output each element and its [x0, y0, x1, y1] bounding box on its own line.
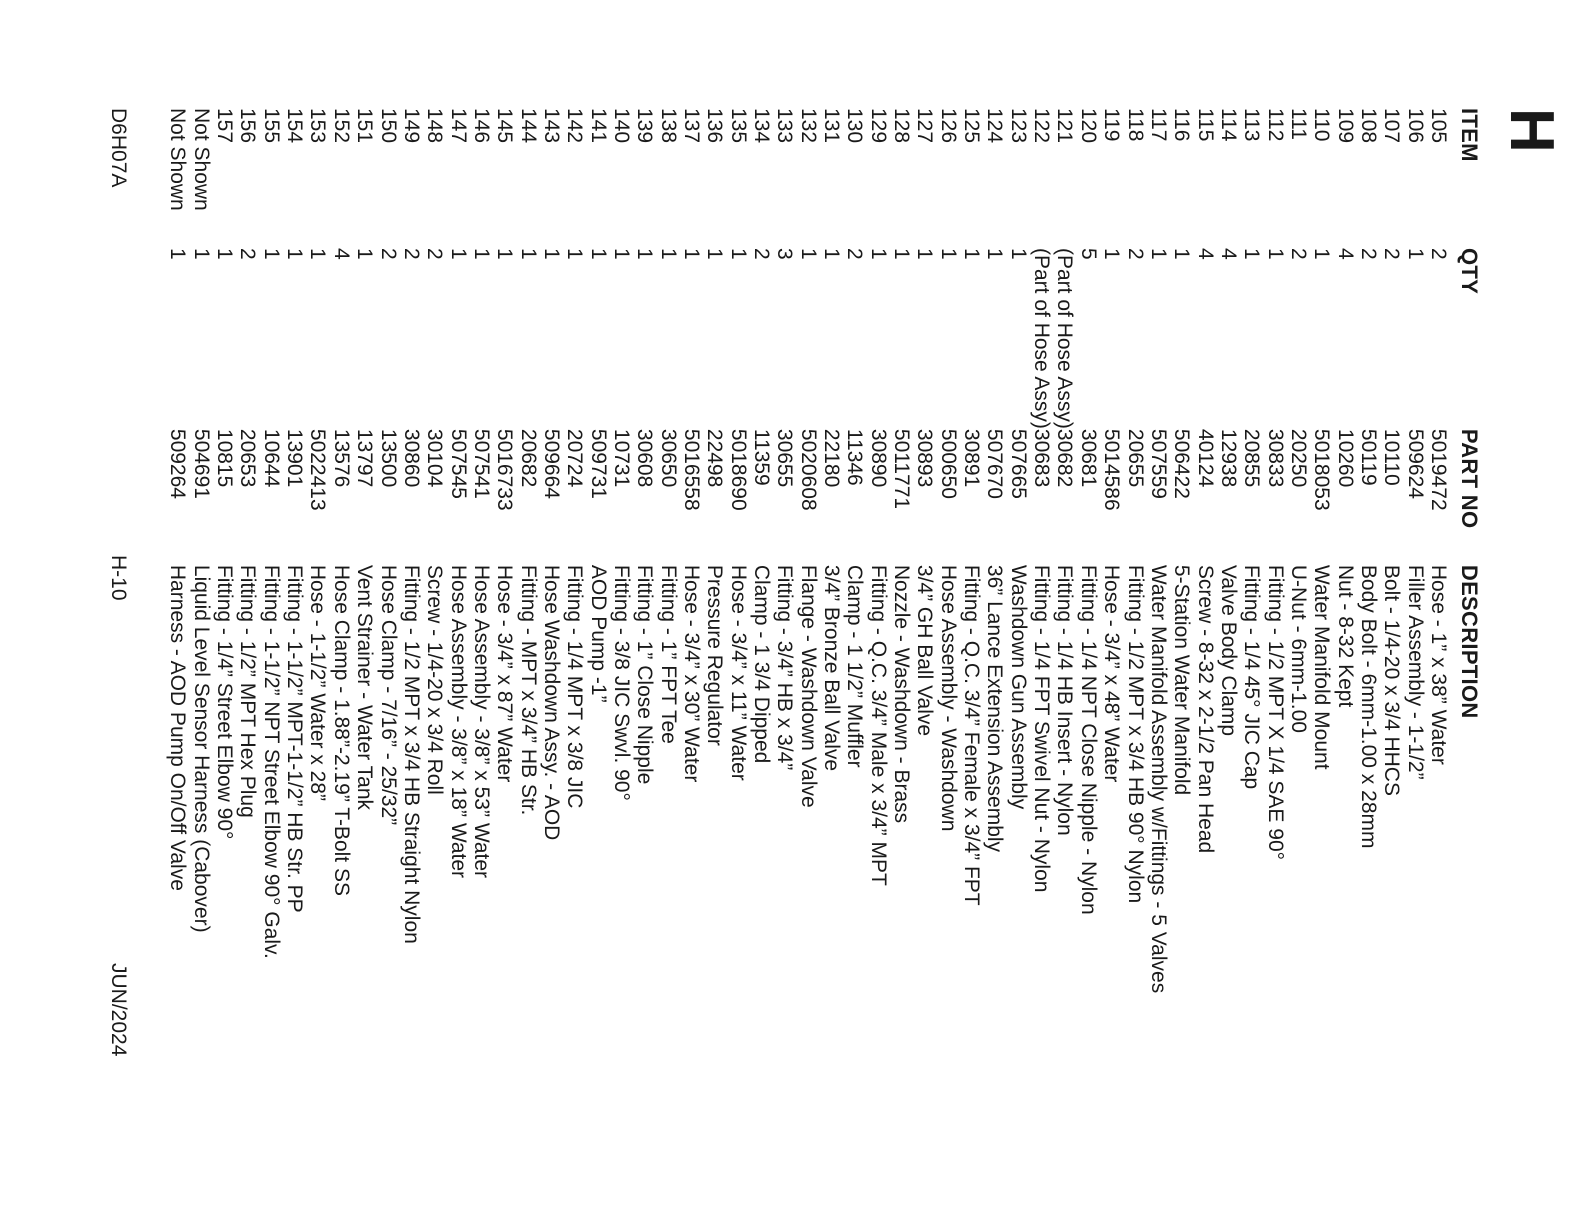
table-row	[1310, 108, 1333, 1165]
cell-part-no: 30891	[960, 428, 984, 488]
cell-item: 122	[1030, 108, 1054, 144]
cell-qty: 1	[703, 248, 727, 260]
cell-qty: 1	[936, 248, 960, 260]
table-row	[656, 108, 679, 1165]
cell-qty: 2	[1427, 248, 1450, 260]
footer-date: JUN/2024	[107, 963, 130, 1057]
cell-description: Fitting - 1-1/2” MPT-1-1/2” HB Str. PP	[283, 564, 307, 913]
cell-item: 131	[820, 108, 844, 144]
cell-part-no: 11346	[843, 428, 867, 486]
cell-part-no: 5018690	[726, 428, 750, 511]
cell-part-no: 509731	[586, 428, 610, 499]
table-row	[540, 108, 563, 1165]
cell-description: Hose - 3/4” x 87” Water	[493, 564, 517, 783]
cell-item: 113	[1240, 108, 1264, 142]
table-row	[703, 108, 726, 1165]
table-row	[1403, 108, 1426, 1165]
cell-item: 116	[1170, 108, 1194, 142]
cell-item: 118	[1123, 108, 1147, 142]
cell-qty: 1	[726, 248, 750, 260]
cell-description: Fitting - 1” FPT Tee	[656, 564, 680, 744]
cell-part-no: 20655	[1123, 428, 1147, 488]
cell-description: AOD Pump -1”	[586, 564, 610, 703]
cell-item: 156	[236, 108, 260, 144]
cell-part-no: 10260	[1333, 428, 1357, 488]
table-row	[1217, 108, 1240, 1165]
cell-item: 141	[586, 108, 610, 144]
table-row	[983, 108, 1006, 1165]
cell-item: Not Shown	[189, 108, 213, 211]
cell-description: 3/4” Bronze Ball Valve	[820, 564, 844, 772]
header-qty: QTY	[1457, 248, 1482, 295]
cell-qty: 2	[750, 248, 774, 260]
cell-qty: 1	[983, 248, 1007, 260]
cell-part-no: 12938	[1216, 428, 1240, 488]
cell-description: Pressure Regulator	[703, 564, 727, 746]
cell-item: 138	[656, 108, 680, 144]
cell-item: 123	[1006, 108, 1030, 144]
table-row	[1006, 108, 1029, 1165]
cell-description: Fitting - MPT x 3/4” HB Str.	[516, 564, 540, 816]
cell-description: Fitting - 1” Close Nipple	[633, 564, 657, 785]
cell-description: Fitting - 1/4 45° JIC Cap	[1240, 564, 1264, 790]
cell-part-no: 30682	[1053, 428, 1077, 488]
cell-qty: 4	[329, 248, 353, 260]
table-header-row	[1450, 108, 1482, 1165]
cell-item: Not Shown	[166, 108, 190, 211]
cell-item: 107	[1380, 108, 1404, 144]
cell-part-no: 10644	[259, 428, 283, 488]
cell-qty: 1	[469, 248, 493, 260]
cell-part-no: 5019472	[1427, 428, 1450, 511]
parts-table-body	[166, 108, 1450, 1165]
cell-part-no: 20653	[236, 428, 260, 488]
table-row	[610, 108, 633, 1165]
cell-qty: 1	[609, 248, 633, 260]
cell-item: 155	[259, 108, 283, 144]
table-row	[773, 108, 796, 1165]
cell-description: 36” Lance Extension Assembly	[983, 564, 1007, 853]
cell-qty: 4	[1193, 248, 1217, 260]
cell-item: 130	[843, 108, 867, 144]
cell-part-no: 30650	[656, 428, 680, 488]
cell-part-no: 30893	[913, 428, 937, 488]
cell-item: 151	[353, 108, 377, 144]
cell-item: 146	[469, 108, 493, 144]
cell-part-no: 30890	[866, 428, 890, 488]
table-row	[726, 108, 749, 1165]
cell-part-no: 5016733	[493, 428, 517, 511]
table-row	[820, 108, 843, 1165]
table-row	[423, 108, 446, 1165]
cell-part-no: 30683	[1030, 428, 1054, 488]
cell-qty: 1	[446, 248, 470, 260]
cell-part-no: 507545	[446, 428, 470, 499]
table-row	[1427, 108, 1450, 1165]
cell-qty: 1	[213, 248, 237, 260]
cell-description: Hose Clamp - 1.88”-2.19” T-Bolt SS	[329, 564, 353, 896]
cell-part-no: 507670	[983, 428, 1007, 499]
cell-qty: 1	[189, 248, 213, 260]
cell-part-no: 5016558	[680, 428, 703, 511]
cell-qty: 1	[563, 248, 587, 260]
cell-item: 150	[376, 108, 400, 144]
cell-item: 144	[516, 108, 540, 144]
table-row	[960, 108, 983, 1165]
cell-qty: 1	[539, 248, 563, 260]
cell-item: 111	[1286, 108, 1310, 140]
cell-description: Valve Body Clamp	[1216, 564, 1240, 737]
cell-part-no: 5014586	[1100, 428, 1124, 511]
cell-qty: 1	[353, 248, 377, 260]
cell-part-no: 22498	[703, 428, 727, 488]
cell-item: 115	[1193, 108, 1217, 142]
cell-item: 121	[1053, 108, 1077, 144]
cell-part-no: 5022413	[306, 428, 330, 511]
cell-description: Nut - 8-32 Kept	[1333, 564, 1357, 708]
cell-part-no: 504691	[189, 428, 213, 499]
cell-qty: 1	[1006, 248, 1030, 260]
cell-qty: 1	[890, 248, 914, 260]
cell-description: Hose Washdown Assy. - AOD	[539, 564, 563, 841]
table-row	[796, 108, 819, 1165]
cell-qty: 1	[1100, 248, 1124, 260]
header-part-no: PART NO	[1457, 428, 1482, 529]
cell-description: Liquid Level Sensor Harness (Cabover)	[189, 564, 213, 933]
cell-qty: 1	[1310, 248, 1334, 260]
cell-item: 117	[1146, 108, 1170, 142]
cell-item: 120	[1076, 108, 1100, 144]
cell-qty: 1	[306, 248, 330, 260]
table-row	[446, 108, 469, 1165]
cell-qty: 1	[493, 248, 517, 260]
cell-item: 135	[726, 108, 750, 144]
cell-qty: 1	[516, 248, 540, 260]
cell-description: Screw - 8-32 x 2-1/2 Pan Head	[1193, 564, 1217, 854]
table-row	[1357, 108, 1380, 1165]
table-row	[890, 108, 913, 1165]
cell-description: Fitting - 1-1/2” NPT Street Elbow 90° Galv.	[259, 564, 283, 959]
cell-qty: 1	[259, 248, 283, 260]
cell-qty: 1	[633, 248, 657, 260]
cell-item: 114	[1216, 108, 1240, 142]
table-row	[1240, 108, 1263, 1165]
cell-description: 3/4” GH Ball Valve	[913, 564, 937, 737]
cell-qty: 2	[236, 248, 260, 260]
table-row	[1123, 108, 1146, 1165]
table-row	[1170, 108, 1193, 1165]
cell-item: 105	[1427, 108, 1450, 144]
table-row	[843, 108, 866, 1165]
cell-qty: 4	[1216, 248, 1240, 260]
cell-description: Fitting - 1/2 MPT x 3/4 HB Straight Nylon	[399, 564, 423, 944]
cell-item: 154	[283, 108, 307, 144]
cell-item: 124	[983, 108, 1007, 144]
cell-item: 127	[913, 108, 937, 144]
cell-part-no: 10815	[213, 428, 237, 488]
cell-item: 108	[1356, 108, 1380, 144]
cell-description: 5-Station Water Manifold	[1170, 564, 1194, 796]
cell-item: 157	[213, 108, 237, 144]
cell-description: Fitting - 1/4 FPT Swivel Nut - Nylon	[1030, 564, 1054, 893]
cell-item: 106	[1403, 108, 1427, 144]
cell-description: Hose - 1-1/2” Water x 28”	[306, 564, 330, 802]
cell-qty: 2	[1286, 248, 1310, 260]
table-row	[913, 108, 936, 1165]
cell-qty: 1	[913, 248, 937, 260]
cell-qty: 2	[1123, 248, 1147, 260]
header-item: ITEM	[1457, 108, 1482, 162]
cell-part-no: 509264	[166, 428, 190, 499]
cell-part-no: 20250	[1286, 428, 1310, 488]
cell-description: Fitting - 1/2” MPT Hex Plug	[236, 564, 260, 818]
cell-item: 149	[399, 108, 423, 144]
table-row	[750, 108, 773, 1165]
cell-qty: 2	[423, 248, 447, 260]
cell-item: 137	[680, 108, 703, 144]
cell-item: 140	[609, 108, 633, 144]
table-row	[516, 108, 539, 1165]
table-row	[1100, 108, 1123, 1165]
cell-part-no: 11359	[750, 428, 774, 486]
cell-item: 148	[423, 108, 447, 144]
cell-part-no: 10731	[609, 428, 633, 488]
cell-part-no: 507665	[1006, 428, 1030, 499]
table-row	[376, 108, 399, 1165]
table-row	[1077, 108, 1100, 1165]
table-row	[189, 108, 212, 1165]
cell-qty: 1	[1170, 248, 1194, 260]
cell-description: Fitting - Q.C. 3/4” Female x 3/4” FPT	[960, 564, 984, 906]
table-row	[1030, 108, 1053, 1165]
cell-description: Hose - 1” x 38” Water	[1427, 564, 1450, 765]
cell-item: 133	[773, 108, 797, 144]
cell-part-no: 500650	[936, 428, 960, 499]
cell-item: 119	[1100, 108, 1124, 142]
header-description: DESCRIPTION	[1457, 564, 1482, 719]
footer-page-number: H-10	[107, 555, 130, 601]
table-row	[1333, 108, 1356, 1165]
cell-part-no: 22180	[820, 428, 844, 488]
table-row	[563, 108, 586, 1165]
cell-qty: 2	[376, 248, 400, 260]
cell-part-no: 509664	[539, 428, 563, 499]
cell-part-no: 507559	[1146, 428, 1170, 499]
table-row	[353, 108, 376, 1165]
cell-qty: 1	[656, 248, 680, 260]
cell-description: Clamp - 1 3/4 Dipped	[750, 564, 774, 764]
cell-description: Water Manifold Assembly w/Fittings - 5 Valves	[1146, 564, 1170, 994]
cell-qty: 2	[843, 248, 867, 260]
table-row	[236, 108, 259, 1165]
cell-part-no: 50119	[1356, 428, 1380, 486]
cell-qty: 4	[1333, 248, 1357, 260]
cell-description: Hose Clamp - 7/16” - 25/32”	[376, 564, 400, 826]
table-row	[213, 108, 236, 1165]
cell-qty: 1	[1403, 248, 1427, 260]
footer-doc-code: D6H07A	[107, 108, 130, 188]
cell-description: Vent Strainer - Water Tank	[353, 564, 377, 810]
cell-part-no: 20855	[1240, 428, 1264, 488]
cell-description: Washdown Gun Assembly	[1006, 564, 1030, 810]
cell-qty: 1	[586, 248, 610, 260]
table-row	[1263, 108, 1286, 1165]
cell-item: 132	[796, 108, 820, 144]
table-row	[586, 108, 609, 1165]
cell-description: Fitting - 3/4” HB x 3/4”	[773, 564, 797, 771]
cell-description: Fitting - 3/8 JIC Swvl. 90°	[609, 564, 633, 801]
cell-description: Clamp - 1 1/2” Muffler	[843, 564, 867, 768]
cell-description: Hose - 3/4” x 11” Water	[726, 564, 750, 781]
cell-item: 139	[633, 108, 657, 144]
cell-description: Fitting - 1/4” Street Elbow 90°	[213, 564, 237, 840]
cell-description: Body Bolt - 6mm-1.00 x 28mm	[1356, 564, 1380, 849]
cell-part-no: 40124	[1193, 428, 1217, 488]
table-row	[400, 108, 423, 1165]
cell-description: Harness - AOD Pump On/Off Valve	[166, 564, 190, 891]
cell-part-no: 10110	[1380, 428, 1404, 486]
cell-description: Hose - 3/4” x 48” Water	[1100, 564, 1124, 783]
table-row	[306, 108, 329, 1165]
cell-part-no: 5011771	[890, 428, 914, 510]
cell-qty: 1	[1146, 248, 1170, 260]
cell-item: 109	[1333, 108, 1357, 144]
table-row	[680, 108, 703, 1165]
cell-qty: 1	[680, 248, 703, 260]
cell-item: 126	[936, 108, 960, 144]
cell-qty: 2	[1356, 248, 1380, 260]
table-row	[1193, 108, 1216, 1165]
cell-item: 136	[703, 108, 727, 144]
cell-item: 128	[890, 108, 914, 144]
cell-item: 110	[1310, 108, 1334, 142]
table-row	[936, 108, 959, 1165]
cell-item: 145	[493, 108, 517, 144]
cell-item: 129	[866, 108, 890, 144]
cell-part-no: 506422	[1170, 428, 1194, 499]
cell-qty: 1	[166, 248, 190, 260]
cell-part-no: 13901	[283, 428, 307, 488]
cell-description: Flange - Washdown Valve	[796, 564, 820, 808]
cell-part-no: 507541	[469, 428, 493, 499]
cell-part-no: 5018053	[1310, 428, 1334, 511]
cell-part-no: 30655	[773, 428, 797, 488]
cell-qty: (Part of Hose Assy)	[1030, 248, 1054, 429]
table-row	[633, 108, 656, 1165]
cell-part-no: 509624	[1403, 428, 1427, 499]
cell-qty: 1	[960, 248, 984, 260]
cell-qty: 1	[866, 248, 890, 260]
cell-qty: 3	[773, 248, 797, 260]
cell-description: Fitting - 1/4 HB Insert - Nylon	[1053, 564, 1077, 836]
cell-item: 153	[306, 108, 330, 144]
table-row	[866, 108, 889, 1165]
table-row	[259, 108, 282, 1165]
cell-part-no: 30681	[1076, 428, 1100, 488]
cell-description: Hose Assembly - 3/8” x 18” Water	[446, 564, 470, 879]
cell-item: 143	[539, 108, 563, 144]
cell-part-no: 13797	[353, 428, 377, 488]
cell-part-no: 20724	[563, 428, 587, 488]
cell-description: Hose Assembly - 3/8” x 53” Water	[469, 564, 493, 879]
cell-qty: 1	[1263, 248, 1287, 260]
cell-description: Fitting - 1/2 MPT X 1/4 SAE 90°	[1263, 564, 1287, 861]
cell-item: 142	[563, 108, 587, 144]
cell-description: Water Manifold Mount	[1310, 564, 1334, 770]
table-row	[283, 108, 306, 1165]
cell-part-no: 30860	[399, 428, 423, 488]
cell-qty: 2	[1380, 248, 1404, 260]
cell-part-no: 13500	[376, 428, 400, 488]
table-row	[1287, 108, 1310, 1165]
cell-part-no: 20682	[516, 428, 540, 488]
cell-qty: 1	[1240, 248, 1264, 260]
cell-part-no: 30833	[1263, 428, 1287, 488]
table-row	[493, 108, 516, 1165]
table-row	[1053, 108, 1076, 1165]
cell-qty: 1	[283, 248, 307, 260]
cell-description: Hose - 3/4” x 30” Water	[680, 564, 703, 783]
cell-description: Fitting - 1/4 MPT x 3/8 JIC	[563, 564, 587, 809]
cell-description: Bolt - 1/4-20 x 3/4 HHCS	[1380, 564, 1404, 796]
table-row	[330, 108, 353, 1165]
cell-description: Screw - 1/4-20 x 3/4 Roll	[423, 564, 447, 795]
cell-item: 112	[1263, 108, 1287, 142]
cell-description: Fitting - Q.C. 3/4” Male x 3/4” MPT	[866, 564, 890, 886]
cell-qty: 5	[1076, 248, 1100, 260]
table-row	[470, 108, 493, 1165]
cell-description: Nozzle - Washdown - Brass	[890, 564, 914, 824]
table-row	[166, 108, 189, 1165]
cell-description: Hose Assembly - Washdown	[936, 564, 960, 832]
cell-qty: 2	[399, 248, 423, 260]
cell-qty: 1	[820, 248, 844, 260]
cell-part-no: 13576	[329, 428, 353, 488]
table-row	[1147, 108, 1170, 1165]
cell-item: 134	[750, 108, 774, 144]
table-row	[1380, 108, 1403, 1165]
cell-item: 147	[446, 108, 470, 144]
cell-part-no: 30608	[633, 428, 657, 488]
parts-table	[166, 108, 1482, 1165]
cell-part-no: 5020608	[796, 428, 820, 511]
cell-part-no: 30104	[423, 428, 447, 488]
cell-description: Fitting - 1/4 NPT Close Nipple - Nylon	[1076, 564, 1100, 915]
cell-description: U-Nut - 6mm-1.00	[1286, 564, 1310, 733]
cell-qty: 1	[796, 248, 820, 260]
cell-item: 152	[329, 108, 353, 144]
cell-description: Filler Assembly - 1-1/2”	[1403, 564, 1427, 780]
cell-item: 125	[960, 108, 984, 144]
section-letter: H	[1497, 108, 1566, 153]
cell-qty: (Part of Hose Assy)	[1053, 248, 1077, 429]
cell-description: Fitting - 1/2 MPT x 3/4 HB 90° Nylon	[1123, 564, 1147, 904]
